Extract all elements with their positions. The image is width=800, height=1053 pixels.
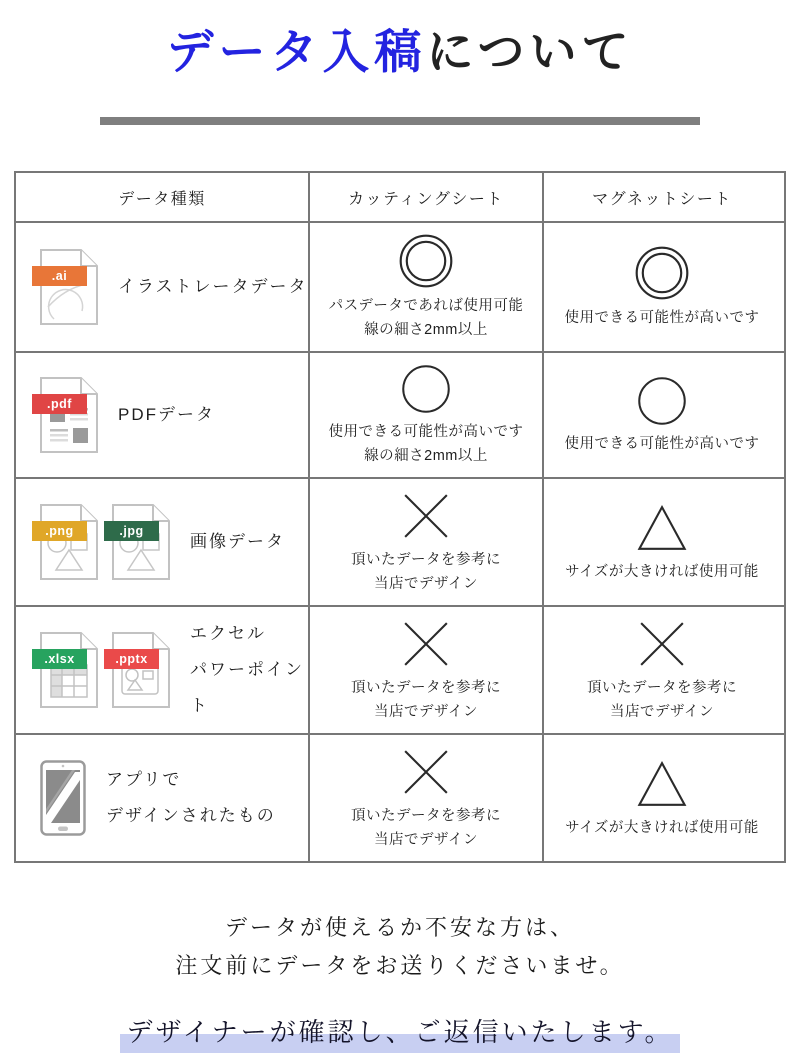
file-ext-badge: .pdf	[32, 394, 87, 414]
title-divider	[100, 117, 700, 125]
type-cell-illustrator	[16, 223, 308, 351]
png-file-icon	[40, 504, 98, 580]
file-ext-badge: .ai	[32, 266, 87, 286]
table-row	[16, 351, 784, 477]
cell-note: 使用できる可能性が高いです	[564, 310, 760, 327]
table-row	[16, 605, 784, 733]
header-cutting-sheet: カッティングシート	[308, 173, 542, 221]
row-label: アプリで デザインされたもの	[106, 769, 276, 825]
circle-icon	[398, 361, 454, 417]
cutting-sheet-cell	[308, 479, 542, 605]
cutting-sheet-cell	[308, 223, 542, 351]
circle-icon	[634, 373, 690, 429]
table-header-row	[16, 173, 784, 221]
cross-icon	[633, 615, 691, 673]
type-cell-app	[16, 735, 308, 861]
type-cell-image	[16, 479, 308, 605]
double-circle-icon	[396, 231, 456, 291]
xlsx-file-icon	[40, 632, 98, 708]
footer-line-1: データが使えるか不安な方は、	[224, 914, 575, 940]
page-title-emphasis: データ入稿	[166, 25, 427, 80]
document-icon	[40, 249, 98, 325]
pptx-file-icon	[112, 632, 170, 708]
footer-highlighted-line: デザイナーが確認し、ご返信いたします。	[120, 1012, 679, 1053]
table-row	[16, 733, 784, 861]
file-ext-badge: .png	[32, 521, 87, 541]
footer-line-2: 注文前にデータをお送りくださいませ。	[175, 953, 625, 978]
magnet-sheet-cell	[542, 223, 780, 351]
type-cell-pdf	[16, 353, 308, 477]
file-ext-badge: .xlsx	[32, 649, 87, 669]
jpg-file-icon	[112, 504, 170, 580]
page-title-rest: について	[426, 25, 634, 80]
cell-note: サイズが大きければ使用可能	[565, 819, 759, 836]
footer-note	[0, 909, 800, 1053]
file-ext-badge: .pptx	[104, 649, 159, 669]
row-label: PDFデータ	[118, 405, 215, 425]
smartphone-icon	[40, 760, 86, 836]
table-row	[16, 477, 784, 605]
document-icon	[40, 377, 98, 453]
pdf-file-icon	[40, 377, 98, 453]
row-label: イラストレータデータ	[118, 277, 308, 297]
magnet-sheet-cell	[542, 735, 780, 861]
magnet-sheet-cell	[542, 479, 780, 605]
document-icon	[112, 632, 170, 708]
cell-note: 頂いたデータを参考に 当店でデザイン	[351, 551, 501, 592]
row-label: 画像データ	[190, 532, 285, 552]
file-ext-badge: .jpg	[104, 521, 159, 541]
ai-file-icon	[40, 249, 98, 325]
document-icon	[40, 504, 98, 580]
header-data-type: データ種類	[118, 190, 206, 208]
cutting-sheet-cell	[308, 735, 542, 861]
cutting-sheet-cell	[308, 607, 542, 733]
magnet-sheet-cell	[542, 607, 780, 733]
cell-note: パスデータであれば使用可能 線の細さ2mm以上	[328, 298, 524, 339]
cell-note: 頂いたデータを参考に 当店でデザイン	[351, 807, 501, 848]
cell-note: 使用できる可能性が高いです	[564, 436, 760, 453]
type-cell-office	[16, 607, 308, 733]
cross-icon	[397, 615, 455, 673]
cross-icon	[397, 487, 455, 545]
cell-note: 使用できる可能性が高いです 線の細さ2mm以上	[328, 424, 524, 465]
row-label: エクセル パワーポイント	[190, 624, 304, 715]
cell-note: 頂いたデータを参考に 当店でデザイン	[351, 679, 501, 720]
triangle-icon	[633, 755, 691, 813]
table-row	[16, 221, 784, 351]
header-magnet-sheet: マグネットシート	[542, 173, 780, 221]
data-submission-table	[14, 171, 786, 862]
cutting-sheet-cell	[308, 353, 542, 477]
page-title	[0, 20, 800, 86]
magnet-sheet-cell	[542, 353, 780, 477]
double-circle-icon	[632, 243, 692, 303]
cross-icon	[397, 743, 455, 801]
triangle-icon	[633, 499, 691, 557]
cell-note: 頂いたデータを参考に 当店でデザイン	[587, 679, 737, 720]
cell-note: サイズが大きければ使用可能	[565, 563, 759, 580]
document-icon	[40, 632, 98, 708]
document-icon	[112, 504, 170, 580]
